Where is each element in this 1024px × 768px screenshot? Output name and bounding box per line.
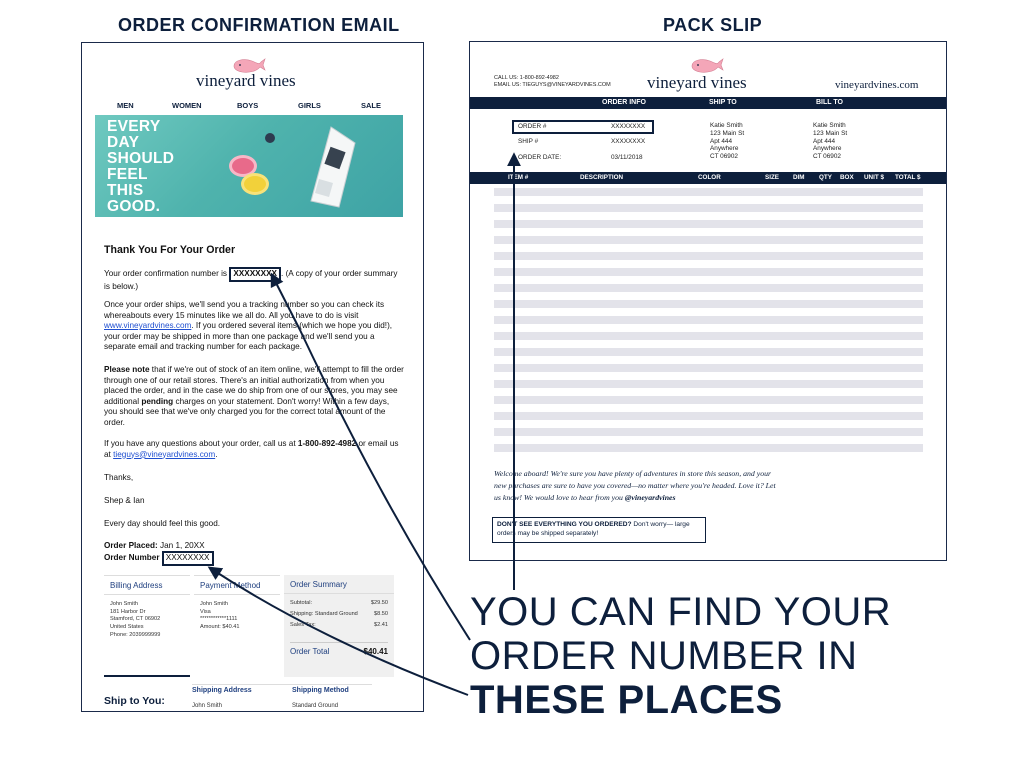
slip-brand-logo: vineyard vines: [647, 73, 747, 92]
shipping-method-value: Standard Ground: [292, 703, 339, 709]
nav-girls[interactable]: GIRLS: [298, 101, 321, 110]
callout-text: YOU CAN FIND YOUR ORDER NUMBER IN THESE PLACES: [470, 590, 892, 722]
slip-domain: vineyardvines.com: [835, 79, 919, 91]
nav-sale[interactable]: SALE: [361, 101, 382, 110]
ship-value: XXXXXXXX: [611, 138, 646, 145]
slip-contact: CALL US: 1-800-892-4982 EMAIL US: TIEGUYS@VINEYARDVINES.COM: [494, 75, 611, 88]
order-number: Order Number XXXXXXXX: [104, 551, 404, 566]
brand-logo-text[interactable]: vineyard vines: [196, 71, 296, 90]
stock-note-paragraph: Please note that if we're out of stock of an item online, we'll attempt to fill the order through one of our retail stores. There's an initial authorization from when you placed the order, and in the case we do ship from one of our stores, you may see additional pending charges on your statement. Don't worry! Within a few days, you should see that we've only charged you for the correct total amount of the order.: [104, 365, 404, 427]
shipping-address-title: Shipping Address: [192, 687, 252, 694]
dont-see-everything-box: DON'T SEE EVERYTHING YOU ORDERED? Don't worry— large orders may be shipped separately!: [492, 517, 706, 543]
nav-boys[interactable]: BOYS: [237, 101, 259, 110]
questions-paragraph: If you have any questions about your order, call us at 1-800-892-4982 or email us at tieguys@vineyardvines.com.: [104, 439, 399, 459]
date-label: ORDER DATE:: [518, 154, 562, 161]
confirmation-paragraph: Your order confirmation number is XXXXXXXX . (A copy of your order summary is below.): [104, 269, 398, 291]
tagline-text: Every day should feel this good.: [104, 519, 221, 528]
payment-method: Payment Method John Smith Visa ************1111 Amount: $40.41: [194, 575, 280, 676]
site-link[interactable]: www.vineyardvines.com: [104, 321, 192, 331]
email-heading: Thank You For Your Order: [104, 244, 236, 256]
email-section-title: ORDER CONFIRMATION EMAIL: [118, 15, 400, 35]
col-box: BOX: [840, 174, 854, 181]
col-description: DESCRIPTION: [580, 174, 624, 181]
welcome-message: Welcome aboard! We're sure you have plenty of adventures in store this season, and your new purchases are sure to have you covered—no matter where you're headed. Love it? Let us know! We would love to hear from you @vineyardvines: [494, 469, 776, 502]
order-placed: Order Placed: Jan 1, 20XX: [104, 541, 205, 550]
nav-women[interactable]: WOMEN: [172, 101, 202, 110]
instagram-handle: @vineyardvines: [624, 493, 676, 502]
ship-label: SHIP #: [518, 138, 539, 145]
date-value: 03/11/2018: [611, 154, 643, 161]
arrow-to-email-order-number: [210, 568, 468, 695]
shipping-method-title: Shipping Method: [292, 687, 349, 694]
email-link[interactable]: tieguys@vineyardvines.com: [113, 449, 216, 459]
ship-to-address: Katie Smith 123 Main St Apt 444 Anywhere CT 06902: [710, 122, 745, 161]
confirmation-number-highlight: XXXXXXXX: [229, 267, 281, 282]
hero-headline: EVERY DAY SHOULD FEEL THIS GOOD.: [107, 118, 175, 215]
order-number-highlight: XXXXXXXX: [162, 551, 214, 566]
bill-to-address: Katie Smith 123 Main St Apt 444 Anywhere CT 06902: [813, 122, 848, 161]
col-size: SIZE: [765, 174, 779, 181]
order-value: XXXXXXXX: [611, 123, 646, 130]
col-item: ITEM #: [508, 174, 529, 181]
signature-text: Shep & Ian: [104, 496, 145, 505]
col-unit: UNIT $: [864, 174, 884, 181]
slip-section-title: PACK SLIP: [663, 15, 763, 35]
col-qty: QTY: [819, 174, 832, 181]
col-dim: DIM: [793, 174, 805, 181]
billing-address: Billing Address John Smith 181 Harbor Dr Stamford, CT 06902 United States Phone: 2039999999: [104, 575, 190, 676]
tracking-paragraph: Once your order ships, we'll send you a tracking number so you can check its whereabouts every 15 minutes like we all do. All you have to do is visit www.vineyardvines.com. If you ordered several items (which we hope you did!), your order may be shipped in more than one package and we'll send you a separate email and tracking number for each package.: [104, 300, 393, 352]
col-color: COLOR: [698, 174, 721, 181]
arrow-to-email-confirmation: [272, 275, 470, 640]
phone-number[interactable]: 1-800-892-4982: [297, 439, 357, 448]
thanks-text: Thanks,: [104, 473, 134, 482]
col-total: TOTAL $: [895, 174, 921, 181]
slip-info-header-bar: ORDER INFO SHIP TO BILL TO: [470, 97, 946, 109]
nav-men[interactable]: MEN: [117, 101, 134, 110]
ship-to-you-heading: Ship to You:: [104, 695, 165, 707]
order-summary: Order Summary Subtotal: $29.50 Shipping: Standard Ground $8.50 Sales Tax: $2.41 Order Total $40.41: [284, 575, 394, 677]
shipping-address-value: John Smith: [192, 703, 223, 709]
order-label: ORDER #: [518, 123, 547, 130]
